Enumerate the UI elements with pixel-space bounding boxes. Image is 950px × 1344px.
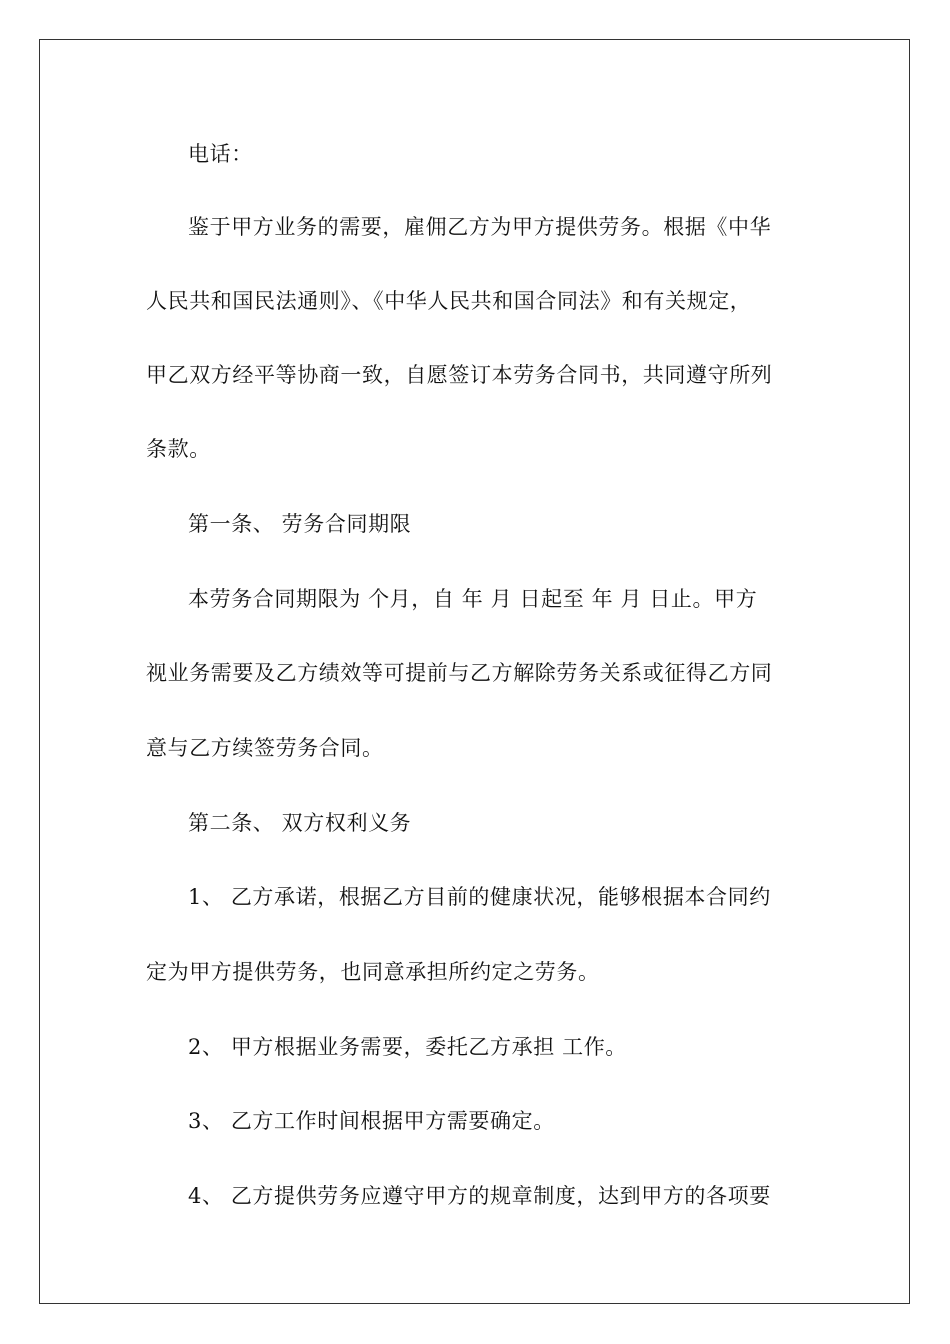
article-1-line-1: 本劳务合同期限为 个月，自 年 月 日起至 年 月 日止。甲方 <box>188 587 758 611</box>
preamble-line-3: 甲乙双方经平等协商一致，自愿签订本劳务合同书，共同遵守所列 <box>146 363 773 387</box>
phone-label: 电话： <box>188 142 253 166</box>
clause-4-line-1: 4、 乙方提供劳务应遵守甲方的规章制度，达到甲方的各项要 <box>188 1184 771 1208</box>
clause-2: 2、 甲方根据业务需要，委托乙方承担 工作。 <box>188 1035 627 1059</box>
preamble-line-1: 鉴于甲方业务的需要，雇佣乙方为甲方提供劳务。根据《中华 <box>188 215 772 239</box>
article-1-line-2: 视业务需要及乙方绩效等可提前与乙方解除劳务关系或征得乙方同 <box>146 661 773 685</box>
article-2-heading: 第二条、 双方权利义务 <box>188 811 412 835</box>
preamble-line-4: 条款。 <box>146 437 211 461</box>
article-1-line-3: 意与乙方续签劳务合同。 <box>146 736 384 760</box>
clause-3: 3、 乙方工作时间根据甲方需要确定。 <box>188 1109 555 1133</box>
clause-1-line-2: 定为甲方提供劳务，也同意承担所约定之劳务。 <box>146 960 600 984</box>
preamble-line-2: 人民共和国民法通则》、《中华人民共和国合同法》和有关规定， <box>146 289 752 313</box>
article-1-heading: 第一条、 劳务合同期限 <box>188 512 412 536</box>
clause-1-line-1: 1、 乙方承诺，根据乙方目前的健康状况，能够根据本合同约 <box>188 885 771 909</box>
